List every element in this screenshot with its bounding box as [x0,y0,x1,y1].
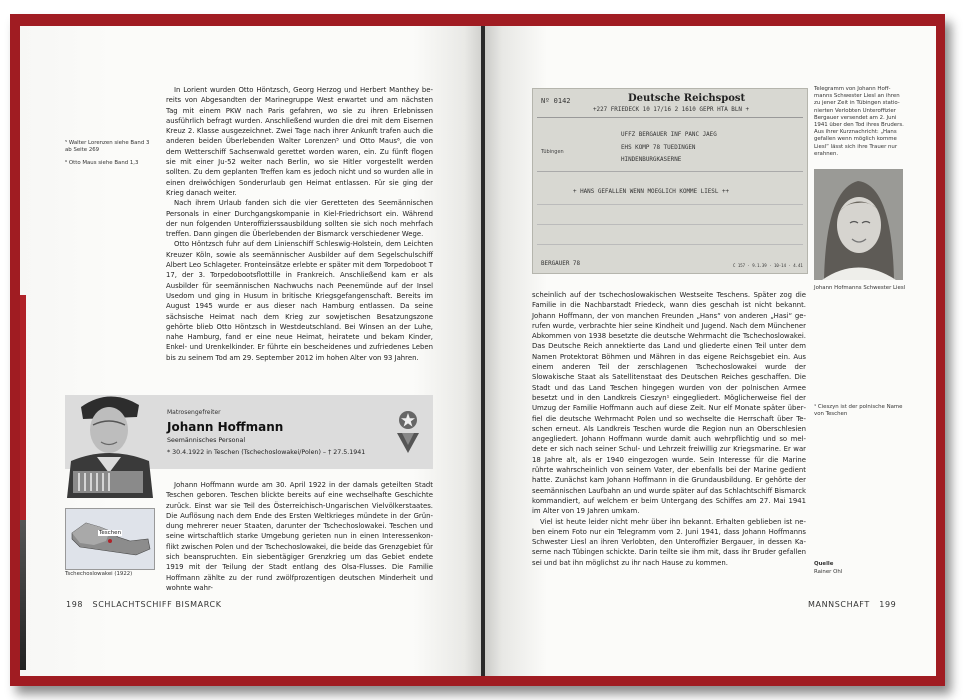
telegram-header: Deutsche Reichspost [628,93,746,104]
paragraph: Viel ist heute leider nicht mehr über ihn bekannt. Erhalten geblieben ist neben einem Foto nur ein Telegramm vom 2. Juni 1941, dass Johann Hoffmanns Schwester Liesl an ihren Verlobten, den Unteroffizier Bergauer, in dessen Kaserne nach Tübingen schickte. Darin teilte sie ihm mit, dass ihr Bruder gefallen sei und bat ihn möglichst zu ihr nach Hause zu kommen. [532,517,806,567]
map-caption: Tschechoslowakei (1922) [65,571,133,577]
left-bottom-text [166,480,433,593]
source-label: Quelle [814,561,834,567]
running-head: MANNSCHAFT [808,600,870,609]
page-number: 199 [879,600,897,609]
right-text [532,290,806,568]
telegram-number: Nº 0142 [541,97,571,105]
bio-name: Johann Hoffmann [167,420,284,434]
sister-photo [814,169,903,280]
telegram-stamp: Tübingen [541,149,564,155]
telegram-line1: +227 FRIEDECK 10 17/16 2 1610 GEPR HTA BLN + [593,107,750,113]
paragraph: scheinlich auf der tschechoslowakischen Westseite Teschens. Später zog die Familie in die Nachbarstadt Friedeck, wann dies geschah ist nicht bekannt. Johann Hoffmann, der von manchen Freunden „Hans“ von anderen „Hasi“ gerufen wurde, verbrachte hier seine Kindheit und Jugend. Nach dem Münchener Abkommen von 1938 besetzte die deutsche Wehrmacht die Tschechoslowakei. Das Deutsche Reich annektierte das Land und gliederte einen Teil unter dem Namen Protektorat Böhmen und Mähren in das eigene Reichsgebiet ein. Aus einem anderen Teil der zerschlagenen Tschechoslowakei wurde der Slowakische Staat als Satellitenstaat des Deutschen Reiches geschaffen. Die Stadt und das Land Teschen hingegen wurden von der polnischen Armee besetzt und in den Landkreis Cieszyn¹ eingegliedert. Möglicherweise fiel der Umzug der Familie Hoffmann auch auf diese Zeit. Nur elf Monate später überfiel die deutsche Wehrmacht Polen und so wechselte die Herrschaft über Teschen erneut. Als Landkreis Teschen wurde die Region nun an Oberschlesien angegliedert. Johann Hoffmann wurde damit auch wehrpflichtig und so meldete er sich nach seiner Schul- und Lehrzeit freiwillig zur Kriegsmarine. Er war 18 Jahre alt, als er 1940 eingezogen wurde. Sein Interesse für die Marine rührte wahrscheinlich von seinem Vater, der ebenfalls bei der Marine gedient hatte. Zunächst kam Johann Hoffmann in die Grundausbildung. Er gehörte der seemännischen Laufbahn an und wurde später auf das Schlachtschiff Bismarck kommandiert, auf welchem er beim Untergang des Schiffes am 27. Mai 1941 im Alter von 19 Jahren umkam. [532,291,806,516]
telegram-address2: EHS KOMP 78 TUEDINGEN [621,145,696,151]
bio-rank: Matrosengefreiter [167,409,221,416]
portrait-photo [63,385,155,498]
telegram-footer-right: C 157 · 9.1.39 · 10-14 · 4.41 [733,263,803,268]
telegram-message: + HANS GEFALLEN WENN MOEGLICH KOMME LIESL ++ [573,189,730,195]
map-shape [66,509,154,569]
running-head: SCHLACHTSCHIFF BISMARCK [92,600,222,609]
left-footer [66,600,222,609]
telegram-rule [537,224,803,225]
book-spine [481,26,485,676]
map-czechoslovakia [65,508,155,570]
footnote-cieszyn: ¹ Cieszyn ist der polnische Name von Teschen [814,404,903,418]
paragraph: In Lorient wurden Otto Höntzsch, Georg Herzog und Herbert Manthey bereits von Abgesandten der Marinegruppe West erwartet und am nächsten Tag mit einem PKW nach Paris gefahren, wo sie zu ihren Erlebnissen ausführlich befragt wurden. Anschließend wurden die drei mit dem Eisernen Kreuz 2. Klasse ausgezeichnet. Zwei Tage nach ihrer Ankunft trafen auch die anderen beiden Überlebenden Walter Lorenzen⁵ und Otto Maus⁶, die von dem Wetterschiff Sachsenwald gerettet worden waren, ein. Zu fünft flogen sie mit einer Ju-52 weiter nach Berlin, wo sie Hitler vorgestellt werden sollten. Zu dem geplanten Treffen kam es jedoch nicht und so wurden alle in einen dreiwöchigen Sonderurlaub gen Heimat entlassen. Für sie ging der Krieg danach weiter. [166,86,433,197]
telegram-address1: UFFZ BERGAUER INF PANC JAEG [621,132,717,138]
source-value: Rainer Ohl [814,569,843,575]
page-edge-dark [20,520,26,670]
left-top-text [166,85,433,363]
paragraph: Otto Höntzsch fuhr auf dem Linienschiff Schleswig-Holstein, dem Leichten Kreuzer Köln, sowie als seemännischer Ausbilder auf dem Segelschulschiff Albert Leo Schlageter. Fronteinsätze erlebte er später mit dem Torpedoboot T 17, der 3. Torpedobootsflottille in Frankreich. Anschließend kam er als Ausbilder für seemännischen Nachwuchs nach Peenemünde auf der Insel Usedom und ging in Husum in britische Kriegsgefangenschaft. Bereits im August 1945 wurde er aus dieser nach Hamburg entlassen. Da seine sächsische Heimat nach dem Krieg zur sowjetischen Besatzungszone gehörte blieb Otto Höntzsch in Westdeutschland. Bei Winsen an der Luhe, nahe Hamburg, fand er eine neue Heimat, heiratete und bekam Kinder, Enkel- und Urenkelkinder. Er führte ein bescheidenes und zufriedenes Leben bis zu seinem Tod am 29. September 2012 im hohen Alter von 93 Jahren. [166,240,434,362]
telegram-caption: Telegramm von Johann Hoffmanns Schwester Liesl an ihren zu jener Zeit in Tübingen stationierten Verlobten Unteroffizier Bergauer versendet am 2. Juni 1941 über den Tod ihres Bruders. Aus ihrer Kurznachricht: „Hans gefallen wenn möglich komme Liesl“ lässt sich ihre Trauer nur erahnen. [814,86,904,157]
map-city-label: Teschen [99,530,122,536]
telegram-rule [537,204,803,205]
telegram-footer-left: BERGAUER 78 [541,261,581,267]
paragraph: Johann Hoffmann wurde am 30. April 1922 in der damals geteilten Stadt Teschen geboren. Teschen blickte bereits auf eine wechselhafte Geschichte zurück. Einst war sie Teil des Österreichisch-Ungarischen Vielvölkerstaates. Die Auflösung nach dem Ende des Ersten Weltkrieges mündete in der Gründung mehrerer neuer Staaten, darunter der Tschechoslowakei. Teschen und seine wirtschaftlich starke Umgebung gerieten nun in einen Interessenkonflikt zwischen Polen und der Tschechoslowakei, die beide das Grenzgebiet für sich beanspruchten. Ein siebentägiger Grenzkrieg um das Gebiet endete 1919 mit der Teilung der Stadt entlang des Olsa-Flusses. Die Familie Hoffmann zählte zu der rund zwölfprozentigen deutschen Minderheit und wohnte wahr- [166,481,433,592]
paragraph: Nach ihrem Urlaub fanden sich die vier Geretteten des Seemännischen Personals in einer Durchgangskompanie in Kiel-Friedrichsort ein. Während der nun folgenden Unteroffizierssausbildung sollten sie sich noch mehrfach treffen. Dann gingen die Überlebenden der Bismarck verschiedener Wege. [166,199,433,239]
telegram-image [532,88,808,274]
photo-caption: Johann Hofmanns Schwester Liesl [814,285,906,291]
rank-insignia-icon [395,410,421,456]
bio-unit: Seemännisches Personal [167,437,246,444]
telegram-rule [537,117,803,118]
telegram-address3: HINDENBURGKASERNE [621,157,682,163]
margin-note-lorenzen: ⁵ Walter Lorenzen siehe Band 3 ab Seite 269 [65,140,150,154]
telegram-rule [537,244,803,245]
page-number: 198 [66,600,84,609]
bio-dates: * 30.4.1922 in Teschen (Tschechoslowakei/Polen) – † 27.5.1941 [167,449,366,456]
right-footer [808,600,896,609]
telegram-rule [537,171,803,172]
margin-note-maus: ⁶ Otto Maus siehe Band 1,3 [65,160,139,166]
